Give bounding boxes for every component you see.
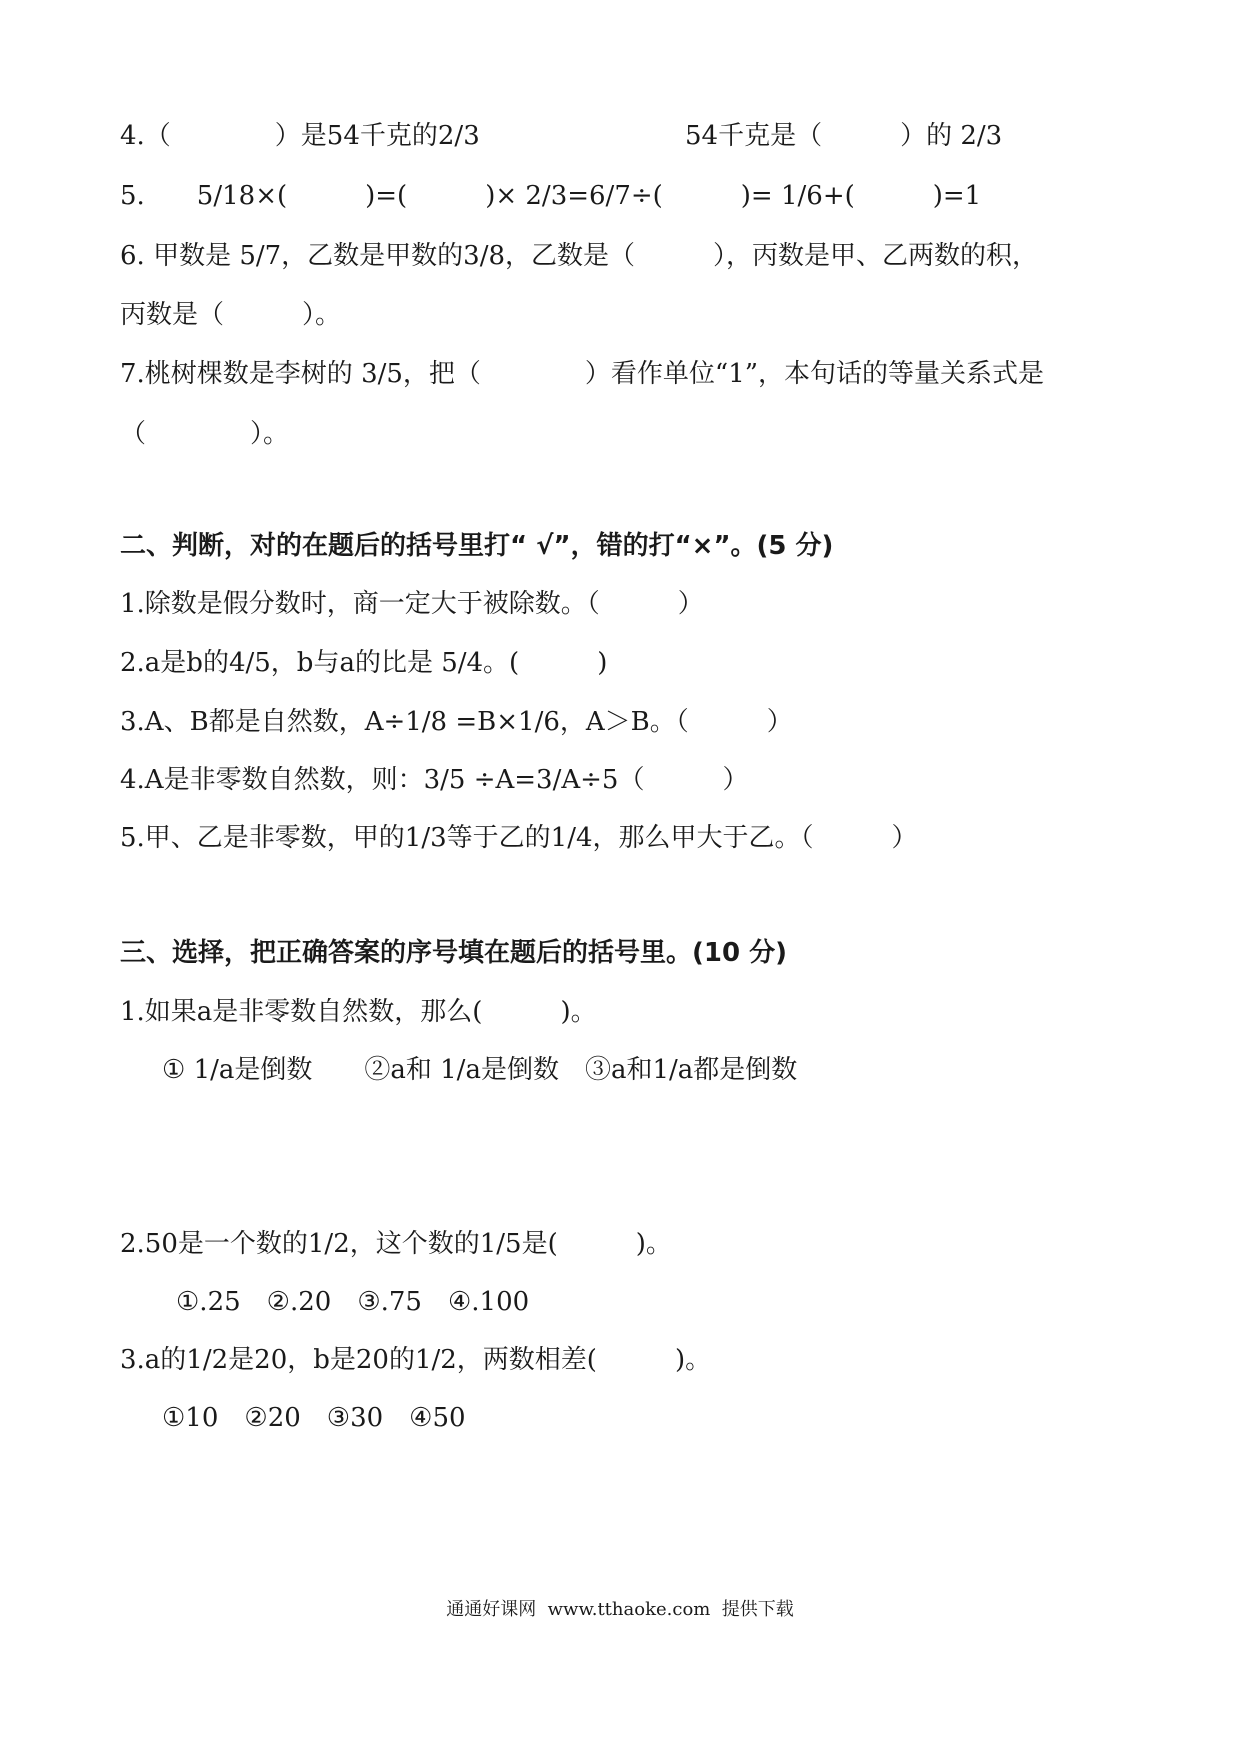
choice-question-2: 2.50是一个数的1/2，这个数的1/5是( )。 [120,1229,672,1259]
question-7-line2: （ ）。 [120,419,290,449]
choice-question-3-options: ①10 ②20 ③30 ④50 [162,1403,466,1433]
judge-item-2: 2.a是b的4/5，b与a的比是 5/4。( ) [120,648,608,678]
choice-question-1: 1.如果a是非零数自然数，那么( )。 [120,997,597,1027]
choice-question-1-options: ① 1/a是倒数 ②a和 1/a是倒数 ③a和1/a都是倒数 [162,1055,798,1085]
judge-item-5: 5.甲、乙是非零数，甲的1/3等于乙的1/4，那么甲大于乙。（ ） [120,823,918,853]
question-6-line1: 6. 甲数是 5/7，乙数是甲数的3/8，乙数是（ ），丙数是甲、乙两数的积， [120,241,1039,271]
judge-item-3: 3.A、B都是自然数，A÷1/8 =B×1/6，A＞B。（ ） [120,707,793,737]
question-4-left: 4.（ ）是54千克的2/3 [120,121,480,151]
footer-credit: 通通好课网 www.tthaoke.com 提供下载 [446,1599,794,1620]
question-5: 5. 5/18×( )=( )× 2/3=6/7÷( )= 1/6+( )=1 [120,181,982,211]
choice-question-2-options: ①.25 ②.20 ③.75 ④.100 [176,1287,530,1317]
section-3-heading: 三、选择，把正确答案的序号填在题后的括号里。(10 分) [120,938,787,968]
choice-question-3: 3.a的1/2是20，b是20的1/2，两数相差( )。 [120,1345,712,1375]
question-4-right: 54千克是（ ）的 2/3 [685,121,1003,151]
question-7-line1: 7.桃树棵数是李树的 3/5，把（ ）看作单位“1”，本句话的等量关系式是 [120,359,1045,389]
judge-item-4: 4.A是非零数自然数，则：3/5 ÷A=3/A÷5（ ） [120,765,749,795]
judge-item-1: 1.除数是假分数时，商一定大于被除数。（ ） [120,589,704,619]
question-6-line2: 丙数是（ ）。 [120,300,342,330]
section-2-heading: 二、判断，对的在题后的括号里打“ √”，错的打“×”。(5 分) [120,531,834,561]
